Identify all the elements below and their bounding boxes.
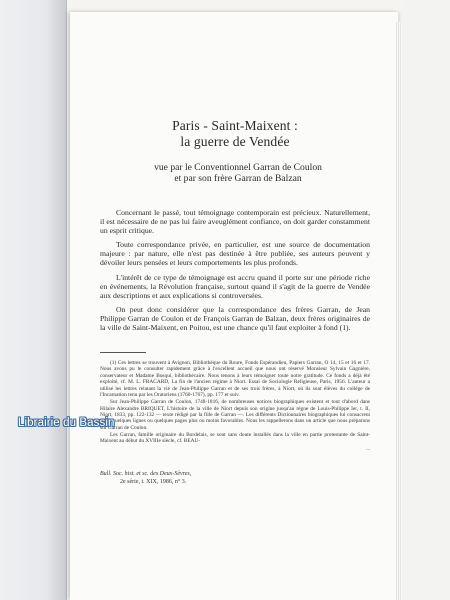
footnote-continuation: ... xyxy=(365,445,370,452)
journal-citation xyxy=(100,470,370,486)
paragraph-4: On peut donc considérer que la correspondance des frères Garran, de Jean Philippe Garran de Coulon et de François Garran de Balzan, deux frères originaires de la ville de Saint-Maixent, en Poitou, est une chance qu'il faut exploiter à fond (1). xyxy=(100,304,370,333)
citation-line-2: 2e série, t. XIX, 1986, n° 3. xyxy=(120,478,187,485)
background-right xyxy=(402,0,450,600)
page-stack-edge xyxy=(396,22,402,600)
footnote-3: Les Garran, famille originaire du Bordelais, se sont sans doute installés dans la ville en partie protestante de Saint-Maixent au début du XVIIIe siècle, cf. BEAU- xyxy=(100,431,370,445)
citation-line-1: Bull. Soc. hist. et sc. des Deux-Sèvres, xyxy=(100,470,192,477)
title-line-2: la guerre de Vendée xyxy=(180,134,290,149)
footnote-1: (1) Ces lettres se trouvent à Avignon, Bibliothèque du Roure, Fonds Espérandieu, Papiers Garran, O 14, 15 et 16 et 17. Nous avons pu le consulter rapidement grâce à l'excellent accueil que nous ont réservé Monsieur Sylvain Gagnière, conservateur et Madame Bosqui, bibliothécaire. Nous tenons à leurs témoigner toute notre gratitude. Ce fonds a déjà été exploité, cf. M. L. FRACARD, La fin de l'ancien régime à Niort. Essai de Sociologie Religieuse, Paris, 1956. L'auteur a utilisé les lettres relatant la vie de Jean-Philippe Garran et de ses trois frères, à Niort, où ils sont élèves du collège de l'Incarnation tenu par les Oratoriens (1760-1767), pp. 177 et suiv. xyxy=(100,360,370,398)
article-title xyxy=(100,118,370,150)
previous-page-edge xyxy=(0,0,67,600)
footnote-separator xyxy=(100,352,146,353)
paragraph-1: Concernant le passé, tout témoignage contemporain est précieux. Naturellement, il est nécessaire de ne pas lui faire aveuglément confiance, on doit garder constamment un esprit critique. xyxy=(100,208,370,236)
watermark-text: Librairie du Bassin xyxy=(18,417,115,429)
footnote-2: Sur Jean-Philippe Garran de Coulon, 1748-1816, de nombreuses notices biographiques existent et tout d'abord dans Hilaire Alexandre BRIQUET, L'histoire de la ville de Niort depuis son origine jusqu'au règne de Louis-Philippe Ier, t. II, Niort, 1833, pp. 122-132 — texte rédigé par la fille de Garran —. Les différents Dictionnaires biographiques lui consacrent aussi quelques lignes ou quelques pages plus ou moins favorables. Nous les rappellerons dans un article que nous préparons sur Garran de Coulon. xyxy=(100,399,370,431)
article-subtitle xyxy=(106,162,370,184)
paragraph-2: Toute correspondance privée, en particulier, est une source de documentation majeure : par nature, elle n'est pas destinée à être publiée, ses auteurs peuvent y dévoiler leurs pensées et leurs comportements les plus profonds. xyxy=(100,240,370,268)
title-line-1: Paris - Saint-Maixent : xyxy=(172,118,298,133)
page-content xyxy=(100,118,370,486)
subtitle-line-1: vue par le Conventionnel Garran de Coulon xyxy=(154,162,322,173)
subtitle-line-2: et par son frère Garran de Balzan xyxy=(174,173,302,184)
paragraph-3: L'intérêt de ce type de témoignage est accru quand il porte sur une période riche en événements, la Révolution française, surtout quand il s'agit de la guerre de Vendée aux descriptions et aux explications si controversées. xyxy=(100,272,370,300)
